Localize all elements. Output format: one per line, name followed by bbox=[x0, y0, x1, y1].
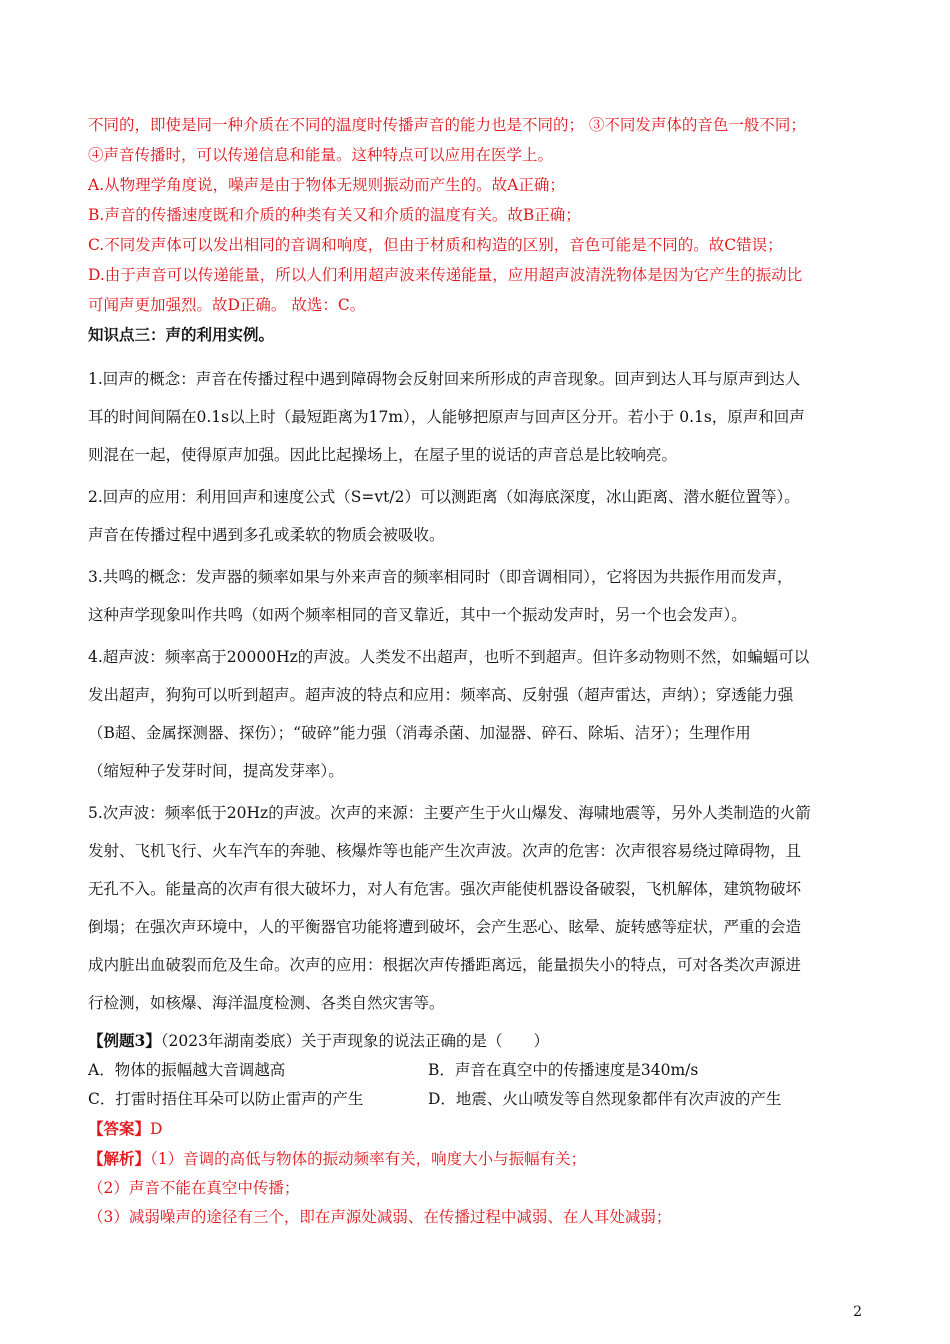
answer-line bbox=[88, 1114, 878, 1144]
text-line: 倒塌；在强次声环境中，人的平衡器官功能将遭到破坏，会产生恶心、眩晕、旋转感等症状，严重的会造 bbox=[88, 918, 802, 936]
text-line: 5.次声波：频率低于20Hz的声波。次声的来源：主要产生于火山爆发、海啸地震等，另外人类制造的火箭 bbox=[88, 804, 811, 822]
text-line: 发出超声，狗狗可以听到超声。超声波的特点和应用：频率高、反射强（超声雷达，声纳）；穿透能力强 bbox=[88, 686, 794, 704]
page-content bbox=[88, 110, 878, 1232]
example-block bbox=[88, 1026, 878, 1232]
option-a: A．物体的振幅越大音调越高 bbox=[88, 1061, 286, 1079]
text-line: 无孔不入。能量高的次声有很大破坏力，对人有危害。强次声能使机器设备破裂，飞机解体，建筑物破坏 bbox=[88, 880, 802, 898]
analysis-line bbox=[88, 1144, 878, 1174]
text-line: 发射、飞机飞行、火车汽车的奔驰、核爆炸等也能产生次声波。次声的危害：次声很容易绕过障碍物，且 bbox=[88, 842, 802, 860]
option-d: D．地震、火山喷发等自然现象都伴有次声波的产生 bbox=[428, 1090, 782, 1108]
options-row bbox=[88, 1056, 878, 1085]
page-number: 2 bbox=[853, 1304, 862, 1320]
red-answer-block bbox=[88, 110, 878, 320]
analysis-tag: 【解析】 bbox=[88, 1149, 151, 1168]
paragraph-echo-application bbox=[88, 478, 878, 554]
text-line: ④声音传播时，可以传递信息和能量。这种特点可以应用在医学上。 bbox=[88, 146, 554, 164]
text-line: 4.超声波：频率高于20000Hz的声波。人类发不出超声，也听不到超声。但许多动物则不然，如蝙蝠可以 bbox=[88, 648, 810, 666]
paragraph-echo-concept bbox=[88, 360, 878, 474]
paragraph-infrasound bbox=[88, 794, 878, 1022]
example-question bbox=[88, 1026, 878, 1056]
section-heading: 知识点三：声的利用实例。 bbox=[88, 325, 275, 344]
text-line: 可闻声更加强烈。故D正确。 故选：C。 bbox=[88, 296, 366, 314]
options-row bbox=[88, 1085, 878, 1114]
text-line: 不同的，即使是同一种介质在不同的温度时传播声音的能力也是不同的； ③不同发声体的音色一般不同； bbox=[88, 116, 806, 134]
text-line: 声音在传播过程中遇到多孔或柔软的物质会被吸收。 bbox=[88, 526, 445, 544]
paragraph-ultrasound bbox=[88, 638, 878, 790]
option-b: B．声音在真空中的传播速度是340m/s bbox=[428, 1061, 699, 1079]
text-line: 1.回声的概念：声音在传播过程中遇到障碍物会反射回来所形成的声音现象。回声到达人耳与原声到达人 bbox=[88, 370, 801, 388]
text-line: 行检测，如核爆、海洋温度检测、各类自然灾害等。 bbox=[88, 994, 445, 1012]
analysis-text: （1）音调的高低与物体的振动频率有关，响度大小与振幅有关； bbox=[150, 1150, 587, 1168]
example-question-text: （2023年湖南娄底）关于声现象的说法正确的是（ ） bbox=[160, 1032, 549, 1050]
answer-tag: 【答案】 bbox=[88, 1119, 151, 1138]
example-tag: 【例题3】 bbox=[88, 1031, 161, 1050]
text-line: 则混在一起，使得原声加强。因此比起操场上，在屋子里的说话的声音总是比较响亮。 bbox=[88, 446, 678, 464]
text-line: C.不同发声体可以发出相同的音调和响度，但由于材质和构造的区别，音色可能是不同的。故C错误； bbox=[88, 236, 783, 254]
paragraph-resonance bbox=[88, 558, 878, 634]
text-line: 这种声学现象叫作共鸣（如两个频率相同的音叉靠近，其中一个振动发声时，另一个也会发声）。 bbox=[88, 606, 747, 624]
answer-value: D bbox=[150, 1120, 163, 1138]
text-line: 3.共鸣的概念：发声器的频率如果与外来声音的频率相同时（即音调相同），它将因为共振作用而发声， bbox=[88, 568, 793, 586]
analysis-line: （2）声音不能在真空中传播； bbox=[88, 1179, 300, 1197]
text-line: （B超、金属探测器、探伤）；“破碎”能力强（消毒杀菌、加湿器、碎石、除垢、洁牙）；生理作用 bbox=[88, 724, 751, 742]
text-line: D.由于声音可以传递能量，所以人们利用超声波来传递能量，应用超声波清洗物体是因为它产生的振动比 bbox=[88, 266, 803, 284]
text-line: 耳的时间间隔在0.1s以上时（最短距离为17m），人能够把原声与回声区分开。若小于 0.1s，原声和回声 bbox=[88, 408, 805, 426]
option-c: C．打雷时捂住耳朵可以防止雷声的产生 bbox=[88, 1090, 364, 1108]
text-line: 2.回声的应用：利用回声和速度公式（S=vt/2）可以测距离（如海底深度，冰山距离、潜水艇位置等）。 bbox=[88, 488, 800, 506]
text-line: B.声音的传播速度既和介质的种类有关又和介质的温度有关。故B正确； bbox=[88, 206, 581, 224]
analysis-line: （3）减弱噪声的途径有三个，即在声源处减弱、在传播过程中减弱、在人耳处减弱； bbox=[88, 1208, 672, 1226]
text-line: 成内脏出血破裂而危及生命。次声的应用：根据次声传播距离远，能量损失小的特点，可对各类次声源进 bbox=[88, 956, 802, 974]
text-line: （缩短种子发芽时间，提高发芽率）。 bbox=[88, 762, 344, 780]
text-line: A.从物理学角度说，噪声是由于物体无规则振动而产生的。故A正确； bbox=[88, 176, 565, 194]
